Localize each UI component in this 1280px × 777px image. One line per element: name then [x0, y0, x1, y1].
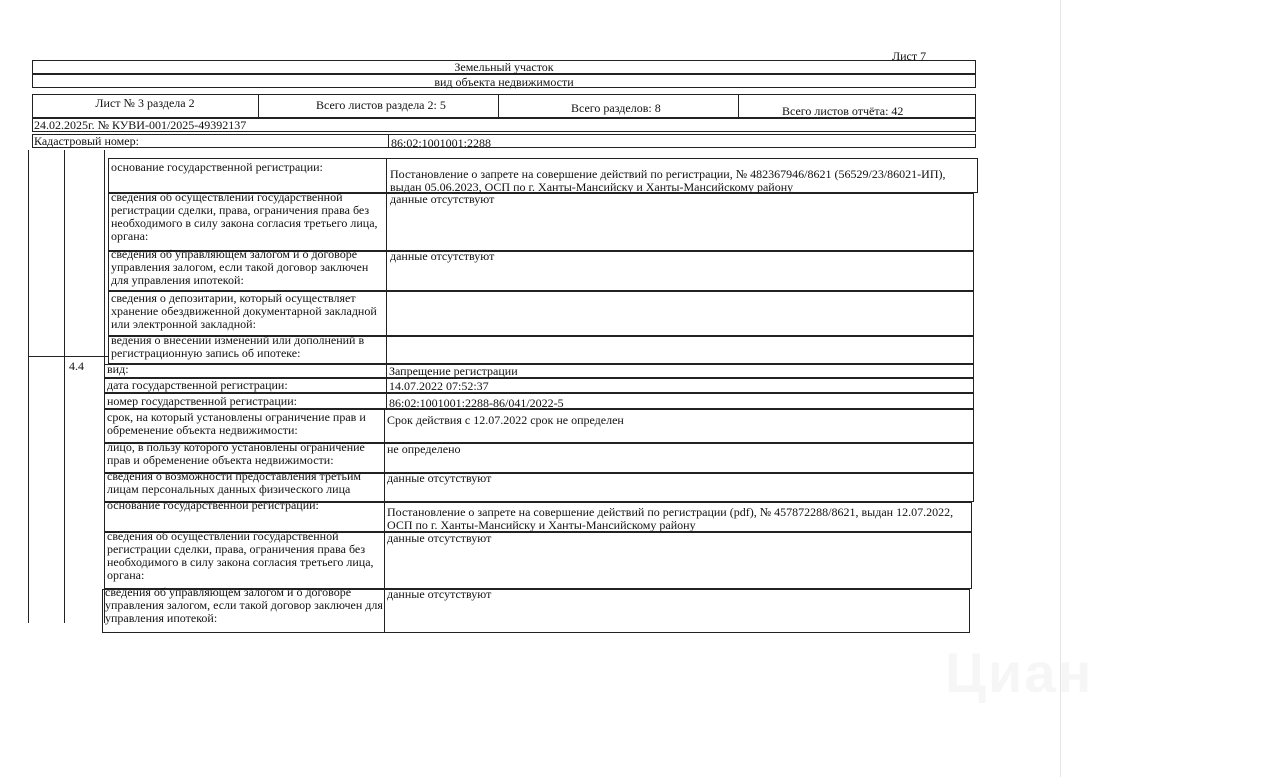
cadastral-number: 86:02:1001001:2288: [391, 136, 492, 150]
watermark-logo: [945, 640, 1093, 705]
row-label: вид:: [107, 362, 129, 376]
row-label: сведения о возможности предоставления третьим лицам персональных данных физического лица: [107, 469, 362, 496]
page-subtitle: вид объекта недвижимости: [434, 75, 574, 89]
page-title: Земельный участок: [454, 60, 554, 74]
section-number: 4.4: [69, 359, 84, 373]
row-label: лицо, в пользу которого установлены ограничение прав и обременение объекта недвижимости:: [107, 440, 365, 467]
row-value: [387, 336, 973, 338]
info-divider: [498, 94, 499, 118]
row-label: сведения об управляющем залогом и о договоре управления залогом, если такой договор заключен для управления ипотекой:: [111, 247, 369, 287]
row-value: Запрещение регистрации: [389, 364, 518, 378]
info-total-sheets-section: Всего листов раздела 2: 5: [316, 98, 446, 112]
info-total-sections: Всего разделов: 8: [571, 101, 661, 115]
row-value: данные отсутствуют: [387, 531, 492, 545]
row-label: номер государственной регистрации:: [107, 394, 297, 408]
row-value: Постановление о запрете на совершение действий по регистрации, № 482367946/8621 (56529/23/86021-ИП), выдан 05.06.2023, ОСП по г. Ханты-Мансийску и Ханты-Мансийскому району: [390, 167, 946, 194]
row-label: ведения о внесении изменений или дополнений в регистрационную запись об ипотеке:: [111, 333, 365, 360]
row-value: данные отсутствуют: [387, 587, 492, 601]
sheet-number: Лист 7: [892, 49, 927, 63]
cadastral-row: [32, 134, 976, 148]
row-label: сведения об осуществлении государственной регистрации сделки, права, ограничения права без необходимого в силу закона согласия третьего лица, органа:: [107, 529, 374, 582]
cadastral-divider: [388, 134, 389, 148]
info-divider: [258, 94, 259, 118]
row-value: данные отсутствуют: [390, 192, 495, 206]
info-sheet-section: Лист № 3 раздела 2: [95, 96, 195, 110]
row-label: основание государственной регистрации:: [111, 160, 323, 174]
row-value: не определено: [387, 442, 461, 456]
column-border-number: [64, 150, 65, 623]
row-label: дата государственной регистрации:: [107, 378, 288, 392]
info-total-report-sheets: Всего листов отчёта: 42: [782, 104, 904, 118]
row-value: 14.07.2022 07:52:37: [389, 379, 489, 393]
row-label: срок, на который установлены ограничение прав и обременение объекта недвижимости:: [107, 410, 366, 437]
row-value: данные отсутствуют: [387, 471, 492, 485]
section-divider: [28, 356, 108, 357]
row-value: данные отсутствуют: [390, 249, 495, 263]
row-label: сведения об осуществлении государственной регистрации сделки, права, ограничения права без необходимого в силу закона согласия третьего лица, органа:: [111, 190, 378, 243]
row-value: Срок действия с 12.07.2022 срок не определен: [387, 413, 624, 427]
row-label: основание государственной регистрации:: [107, 498, 319, 512]
cadastral-label: Кадастровый номер:: [34, 134, 139, 148]
info-divider: [738, 94, 739, 118]
row-label: сведения об управляющем залогом и о договоре управления залогом, если такой договор заключен для управления ипотекой:: [105, 585, 383, 625]
date-number: 24.02.2025г. № КУВИ-001/2025-49392137: [34, 118, 247, 132]
row-value: Постановление о запрете на совершение действий по регистрации (pdf), № 457872288/8621, выдан 12.07.2022, ОСП по г. Ханты-Мансийску и Ханты-Мансийскому району: [387, 505, 954, 532]
row-value: [387, 292, 973, 294]
row-label: сведения о депозитарии, который осуществляет хранение обездвиженной документарной закладной или электронной закладной:: [111, 291, 377, 331]
column-border-left: [28, 150, 29, 623]
row-divider: [386, 291, 387, 336]
row-value: 86:02:1001001:2288-86/041/2022-5: [389, 396, 564, 410]
